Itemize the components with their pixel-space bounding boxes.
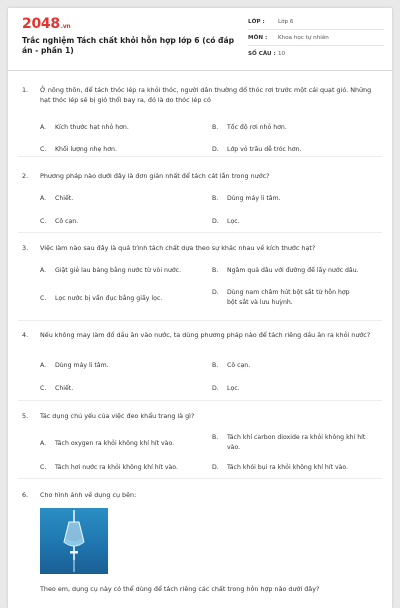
option-a[interactable]: A. Kích thước hạt nhỏ hơn. [40, 124, 129, 131]
divider [18, 400, 382, 401]
page-title: Trắc nghiệm Tách chất khỏi hỗn hợp lớp 6 (có đáp án - phần 1) [22, 36, 235, 55]
separatory-funnel-icon [40, 508, 108, 574]
option-d[interactable]: D. Tách khói bụi ra khỏi không khí hít vào. [212, 464, 349, 471]
option-b[interactable]: B. Tách khí carbon dioxide ra khỏi không khí hít vào. [212, 434, 366, 451]
option-d[interactable]: D. Lọc. [212, 218, 240, 225]
site-logo[interactable]: 2048.vn [22, 16, 71, 32]
option-c[interactable]: C. Khối lượng nhẹ hơn. [40, 146, 117, 153]
option-a[interactable]: A. Chiết. [40, 195, 74, 202]
option-a[interactable]: A. Tách oxygen ra khỏi không khí hít vào. [40, 440, 175, 447]
option-b[interactable]: B. Tốc độ rơi nhỏ hơn. [212, 124, 287, 131]
option-d[interactable]: D. Lớp vỏ trấu dễ tróc hơn. [212, 146, 302, 153]
option-a[interactable]: A. Dùng máy li tâm. [40, 362, 109, 369]
divider [18, 320, 382, 321]
divider [18, 478, 382, 479]
option-b[interactable]: B. Cô cạn. [212, 362, 251, 369]
option-a[interactable]: A. Giặt giẻ lau bảng bằng nước từ vòi nước. [40, 267, 182, 274]
option-c[interactable]: C. Tách hơi nước ra khỏi không khí hít vào. [40, 464, 178, 471]
meta-row-question-count: SỐ CÂU : 10 [248, 50, 286, 57]
option-c[interactable]: C. Lọc nước bị vẩn đục bằng giấy lọc. [40, 295, 163, 302]
option-d[interactable]: D. Dùng nam châm hút bột sắt từ hỗn hợp bột sắt và lưu huỳnh. [212, 289, 350, 306]
meta-table [248, 14, 384, 61]
worksheet-header [8, 8, 392, 71]
option-b[interactable]: B. Dùng máy li tâm. [212, 195, 281, 202]
option-c[interactable]: C. Cô cạn. [40, 218, 79, 225]
option-d[interactable]: D. Lọc. [212, 385, 240, 392]
divider [18, 232, 382, 233]
option-b[interactable]: B. Ngâm quả dâu với đường để lấy nước dâu. [212, 267, 359, 274]
separatory-funnel-image [40, 508, 108, 574]
worksheet-page: 2048.vn Trắc nghiệm Tách chất khỏi hỗn hợp lớp 6 (có đáp án - phần 1) LỚP : Lớp 6 MÔN : Khoa học tự nhiên SỐ CÂU : 10 1. Ở nông thôn, để tách thóc lép ra khỏi thóc, người dân thường đổ thóc rơi trước một cái quạt gió. Những hạt thóc lép sẽ bị gió thổi bay ra, đó là do thóc lép có A. Kích thước hạt nhỏ hơn. B. Tốc độ rơi nhỏ hơn. C. Khối lượng nhẹ hơn. D. Lớp vỏ trấu dễ tróc hơn. 2. Phương pháp nào dưới đây là đơn giản nhất để tách cát lẫn trong nước? A. Chiết. B. Dùng máy li tâm. C. Cô cạn. D. Lọc. 3. Việc làm nào sau đây là quá trình tách chất dựa theo sự khác nhau về kích thước hạt? A. Giặt giẻ lau bảng bằng nước từ vòi nước. B. Ngâm quả dâu với đường để lấy nước dâu. C. Lọc nước bị vẩn đục bằng giấy lọc. D. Dùng nam châm hút bột sắt từ hỗn hợp bột sắt và lưu huỳnh. 4. Nếu không may làm đổ dầu ăn vào nước, ta dùng phương pháp nào để tách riêng dầu ăn ra khỏi nước? A. Dùng máy li tâm. B. Cô cạn. C. Chiết. D. Lọc. 5. Tác dụng chủ yếu của việc đeo khẩu trang là gì? A. Tách oxygen ra khỏi không khí hít vào. B. Tách khí carbon dioxide ra khỏi không khí hít vào. C. Tách hơi nước ra khỏi không khí hít vào. D. Tách khói bụi ra khỏi không khí hít vào. 6. Cho hình ảnh về dụng cụ bên: Theo em, dụng cụ này có thể dùng để tách riêng các chất trong hỗn hợp nào dưới đây? [8, 8, 392, 608]
divider [18, 156, 382, 157]
meta-row-grade: LỚP : Lớp 6 [248, 14, 384, 30]
option-c[interactable]: C. Chiết. [40, 385, 74, 392]
meta-row-subject: MÔN : Khoa học tự nhiên [248, 30, 384, 46]
